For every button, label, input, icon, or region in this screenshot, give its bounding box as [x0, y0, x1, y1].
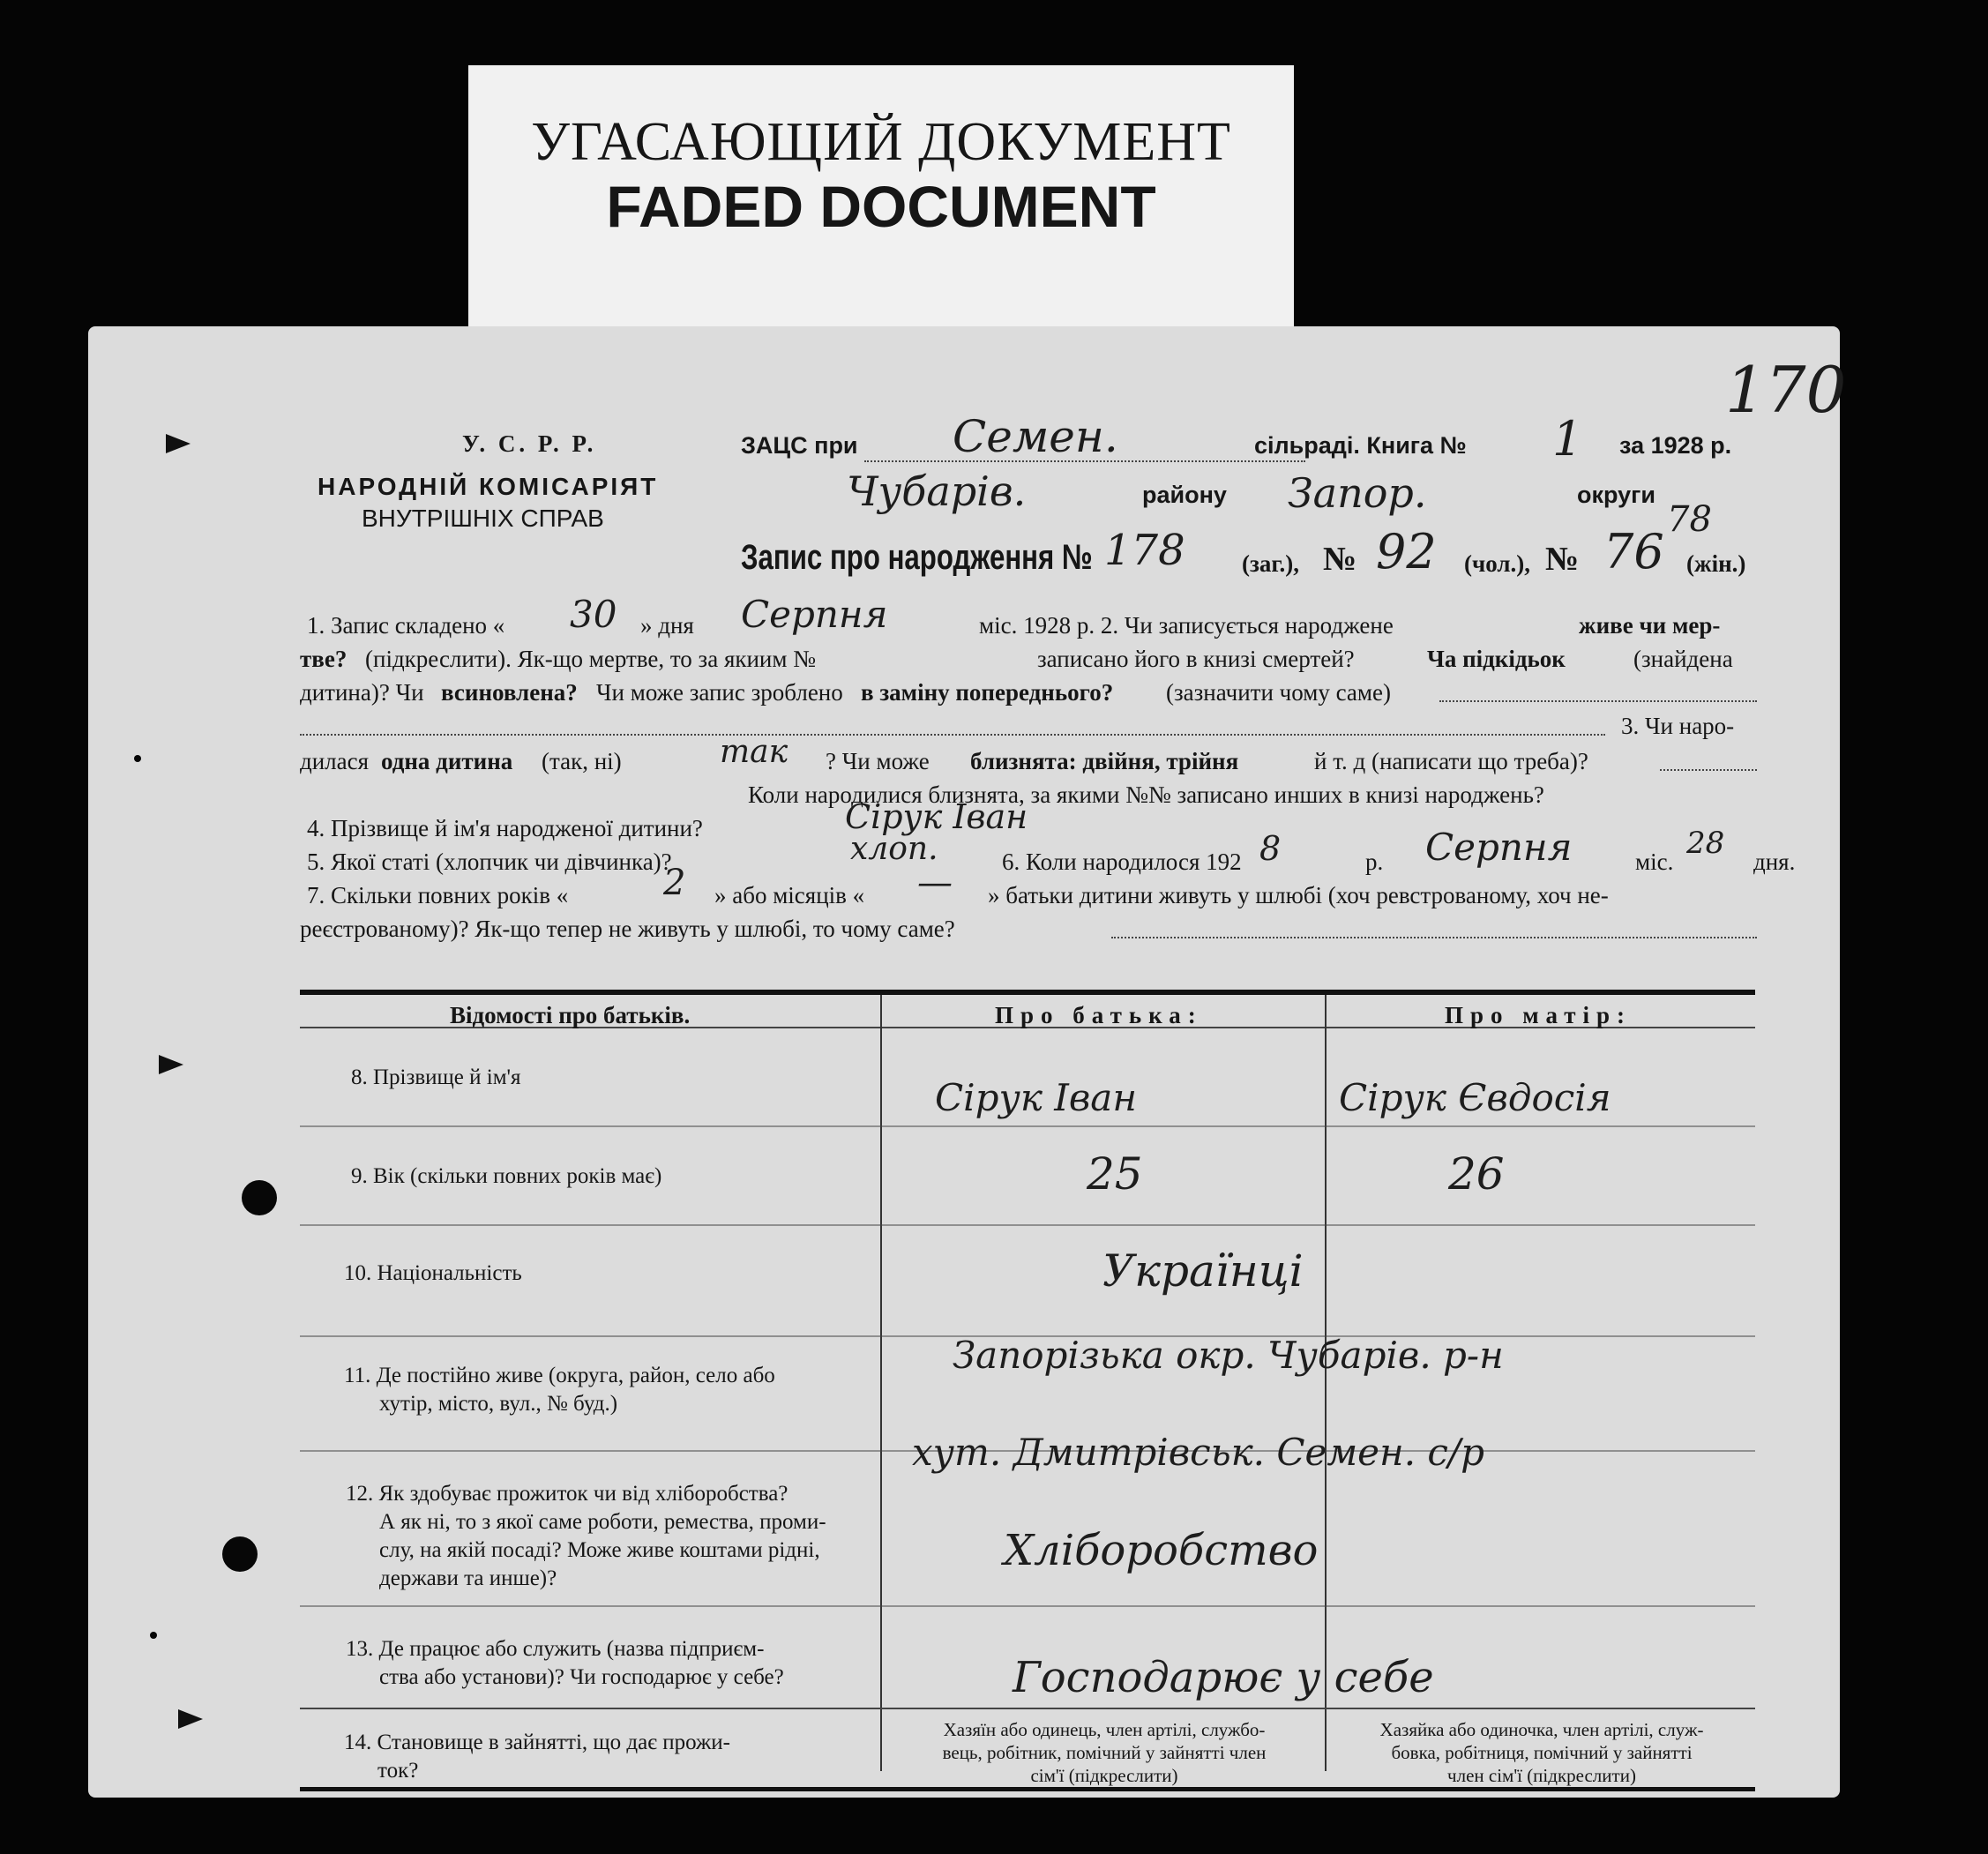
row-age-label: 9. Вік (скільки повних років має) [351, 1164, 662, 1188]
binding-notch [178, 1709, 203, 1729]
row-name-label: 8. Прізвище й ім'я [351, 1065, 521, 1089]
q2-options: живе чи мер- [1579, 612, 1721, 639]
reason-field-line [1111, 937, 1757, 938]
q7-marriage-text: » батьки дитини живуть у шлюбі (хоч ревстрованому, хоч не- [988, 882, 1609, 908]
residence-line-2-handwritten: хут. Дмитрівськ. Семен. с/р [912, 1431, 1484, 1474]
binding-dot [134, 755, 141, 762]
married-years-handwritten: 2 [663, 863, 686, 903]
row-occupation-status-label-2: ток? [377, 1759, 419, 1783]
child-sex-handwritten: хлоп. [850, 831, 938, 867]
q1-label: 1. Запис складено « [307, 612, 505, 639]
father-options-line-2: вець, робітник, помічний у зайнятті член [942, 1742, 1267, 1763]
birth-record-sheet [88, 326, 1847, 1798]
residence-line-1-handwritten: Запорізька окр. Чубарів. р-н [953, 1334, 1504, 1377]
q7-months-label: » або місяців « [714, 882, 865, 908]
row-residence-label: 11. Де постійно живе (округа, район, село або [344, 1364, 775, 1387]
row-livelihood-label-2: А як ні, то з якої саме роботи, ремества, проми- [379, 1510, 826, 1534]
q1-q2-text: міс. 1928 р. 2. Чи записується народжене [979, 612, 1394, 639]
replacement-text: Чи може запис зроблено [596, 679, 843, 706]
q3-text-start: дилася [300, 748, 370, 774]
foundling-note: (знайдена [1633, 646, 1733, 672]
mother-occupation-options [1330, 1718, 1753, 1787]
table-top-rule [300, 990, 1755, 995]
q1-day-label: » дня [640, 612, 694, 639]
birth-year-handwritten: 8 [1259, 829, 1282, 868]
book-year: за 1928 р. [1619, 432, 1732, 459]
table-row-rule [300, 1708, 1755, 1709]
male-label: (чол.), [1464, 550, 1531, 577]
q4-child-name-label: 4. Прізвище й ім'я народженої дитини? [307, 815, 703, 841]
row-workplace-label-2: ства або установи)? Чи господарює у себе? [379, 1665, 784, 1689]
ussr-header: У. С. Р. Р. [462, 430, 597, 457]
q7-unregistered-text: реєстрованому)? Як-що тепер не живуть у шлюбі, то чому саме? [300, 916, 955, 942]
birth-day-handwritten: 28 [1686, 826, 1725, 861]
q3-label: 3. Чи наро- [1621, 713, 1735, 739]
row-nationality-label: 10. Національність [344, 1261, 522, 1285]
female-number-handwritten: 76 [1603, 524, 1664, 579]
header-parents-info: Відомості про батьків. [450, 1002, 691, 1028]
row-occupation-status-label: 14. Становище в зайнятті, що дає прожи- [344, 1731, 730, 1754]
record-day-handwritten: 30 [570, 593, 617, 636]
twins-question: ? Чи може [826, 748, 930, 774]
year-suffix: р. [1365, 849, 1384, 875]
mother-name-handwritten: Сірук Євдосія [1339, 1076, 1611, 1119]
okrug-label: округи [1577, 482, 1656, 508]
single-child-handwritten: так [720, 734, 788, 770]
commissariat-line-2: ВНУТРІШНІХ СПРАВ [362, 505, 604, 532]
mother-options-line-1: Хазяйка або одиночка, член артілі, служ- [1379, 1719, 1704, 1740]
blank-field-line [300, 734, 1605, 736]
village-council-handwritten: Семен. [953, 411, 1118, 462]
male-number-sign: № [1323, 541, 1357, 578]
q2-dead-text: (підкреслити). Як-що мертве, то за якиим № [365, 646, 816, 672]
page-number: 170 [1725, 353, 1847, 427]
district-label: району [1142, 482, 1227, 508]
q2-child-text: дитина)? Чи [300, 679, 424, 706]
binding-notch [166, 434, 191, 453]
book-number-handwritten: 1 [1552, 411, 1583, 467]
female-number-sign: № [1545, 541, 1580, 578]
month-suffix: міс. [1635, 849, 1674, 875]
punch-hole [242, 1180, 277, 1215]
binding-dot [150, 1632, 157, 1639]
district-handwritten: Чубарів. [847, 467, 1027, 515]
record-month-handwritten: Серпня [741, 593, 888, 636]
father-name-handwritten: Сірук Іван [935, 1076, 1137, 1119]
foundling-label: Ча підкідьок [1427, 646, 1566, 672]
row-workplace-label: 13. Де працює або служить (назва підприєм- [346, 1637, 765, 1661]
female-label: (жін.) [1686, 550, 1746, 577]
table-row-rule [300, 1224, 1755, 1226]
q2-death-book-text: записано його в книзі смертей? [1037, 646, 1355, 672]
twins-label: близнята: двійня, трійня [970, 748, 1239, 774]
q6-birth-label: 6. Коли народилося 192 [1002, 849, 1242, 875]
workplace-handwritten: Господарює у себе [1013, 1653, 1434, 1702]
row-livelihood-label-3: слу, на якій посаді? Може живе коштами рідні, [379, 1538, 820, 1562]
father-options-line-3: сім'ї (підкреслити) [1030, 1765, 1178, 1786]
header-mother: Про матір: [1445, 1002, 1633, 1028]
label-english: FADED DOCUMENT [606, 174, 1156, 239]
label-russian: УГАСАЮЩИЙ ДОКУМЕНТ [531, 112, 1231, 172]
twins-field-line [1660, 769, 1757, 771]
day-suffix: дня. [1753, 849, 1796, 875]
father-age-handwritten: 25 [1087, 1148, 1143, 1200]
mother-options-line-2: бовка, робітниця, помічний у зайнятті [1391, 1742, 1693, 1763]
mother-options-line-3: член сім'ї (підкреслити) [1447, 1765, 1636, 1786]
okrug-handwritten: Запор. [1288, 469, 1427, 517]
child-name-handwritten: Сірук Іван [845, 797, 1028, 836]
single-child-label: одна дитина [381, 748, 513, 774]
mother-age-handwritten: 26 [1448, 1148, 1505, 1200]
table-column-divider [880, 995, 882, 1771]
nationality-handwritten: Українці [1102, 1245, 1304, 1297]
yes-no-hint: (так, ні) [542, 748, 622, 774]
male-number-handwritten: 92 [1376, 524, 1437, 579]
row-residence-label-2: хутір, місто, вул., № буд.) [379, 1392, 618, 1416]
table-row-rule [300, 1605, 1755, 1607]
zags-prefix: ЗАЦС при [741, 432, 858, 459]
replacement-note: (зазначити чому саме) [1166, 679, 1391, 706]
total-label: (заг.), [1242, 550, 1300, 577]
twins-note: й т. д (написати що треба)? [1314, 748, 1588, 774]
replacement-label: в заміну попереднього? [861, 679, 1114, 706]
q7-years-label: 7. Скільки повних років « [307, 882, 569, 908]
commissariat-line-1: НАРОДНІЙ КОМІСАРІЯТ [318, 473, 659, 500]
record-title: Запис про народження № [741, 538, 1093, 577]
married-months-handwritten: — [917, 863, 953, 903]
father-occupation-options [887, 1718, 1321, 1787]
q2-stillborn: тве? [300, 646, 348, 672]
margin-number-handwritten: 78 [1667, 499, 1712, 540]
table-row-rule [300, 1125, 1755, 1127]
total-number-handwritten: 178 [1104, 526, 1185, 575]
punch-hole [222, 1536, 258, 1572]
row-livelihood-label: 12. Як здобуває прожиток чи від хліборобства? [346, 1482, 788, 1506]
twins-numbers-question: Коли народилися близнята, за якими №№ записано инших в книзі народжень? [748, 781, 1544, 808]
faded-document-label [468, 65, 1294, 330]
binding-notch [159, 1055, 183, 1074]
header-father: Про батька: [995, 1002, 1203, 1028]
q5-sex-label: 5. Якої статі (хлопчик чи дівчинка)? [307, 849, 672, 875]
row-livelihood-label-4: держави та инше)? [379, 1566, 557, 1590]
birth-month-handwritten: Серпня [1425, 826, 1573, 869]
table-bottom-rule [300, 1787, 1755, 1791]
livelihood-handwritten: Хліборобство [1004, 1526, 1319, 1575]
adopted-label: всиновлена? [441, 679, 578, 706]
replacement-field-line [1439, 700, 1757, 702]
father-options-line-1: Хазяїн або одинець, член артілі, службо- [943, 1719, 1266, 1740]
council-suffix: сільраді. Книга № [1254, 432, 1467, 459]
